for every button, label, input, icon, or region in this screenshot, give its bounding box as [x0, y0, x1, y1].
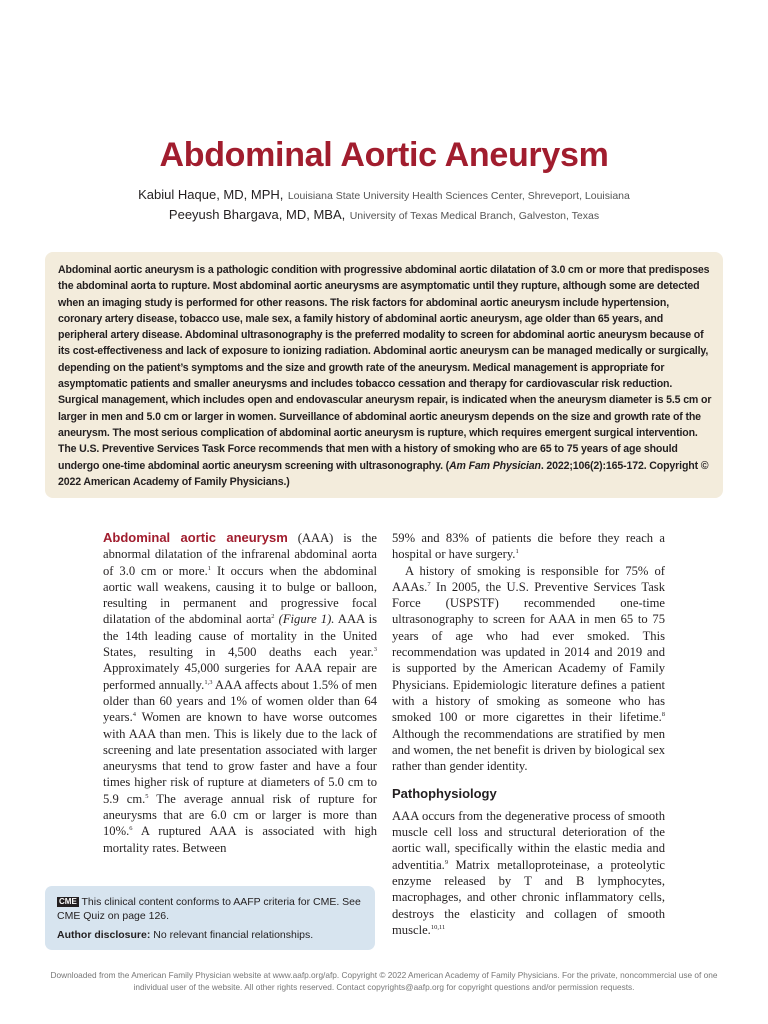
body-text: AAA is the 14th leading cause of mortality in the United States, resulting in 4,500 deaths each year.	[103, 612, 377, 660]
body-text: Although the recommendations are stratified by men and women, the net benefit is driven by biological sex rather than gender identity.	[392, 726, 665, 774]
reference-superscript: 4	[132, 711, 136, 719]
author-name: Kabiul Haque, MD, MPH,	[138, 187, 284, 202]
body-text: A history of smoking is responsible for 75% of AAAs.	[392, 563, 665, 594]
author-disclosure	[57, 928, 365, 942]
reference-superscript: 10,11	[430, 923, 446, 931]
body-text: Women are known to have worse outcomes with AAA than men. This is likely due to the lack of screening and late presentation associated with larger aneurysms that tend to grow faster and have a four times higher risk of rupture at diameters of 5.0 cm to 5.9 cm.	[103, 710, 377, 806]
lead-term: Abdominal aortic aneurysm	[103, 530, 288, 545]
reference-superscript: 8	[661, 711, 665, 719]
body-text: In 2005, the U.S. Preventive Services Task Force (USPSTF) recommended one-time ultrasonography to screen for AAA in men 65 to 75 years of age who had ever smoked. This recommendation was updated in 2014 and 2019 and is supported by the American Academy of Family Physicians. Epidemiologic literature defines a patient with a history of smoking as someone who has smoked 100 or more cigarettes in their lifetime.	[392, 579, 665, 725]
author-line-1	[0, 186, 768, 204]
body-text: The average annual risk of rupture for aneurysms that are 6.0 cm or larger is more than 10%.	[103, 791, 377, 839]
article-title: Abdominal Aortic Aneurysm	[159, 136, 609, 174]
author-affiliation: University of Texas Medical Branch, Galveston, Texas	[349, 210, 600, 222]
cme-text: This clinical content conforms to AAFP criteria for CME. See CME Quiz on page 126.	[57, 896, 361, 922]
pathophysiology-paragraph	[392, 808, 665, 938]
cme-info-box	[45, 886, 375, 950]
body-text: AAA affects about 1.5% of men older than 60 years and 1% of women older than 64 years.	[103, 677, 378, 725]
author-affiliation: Louisiana State University Health Sciences Center, Shreveport, Louisiana	[287, 190, 630, 202]
figure-reference: (Figure 1).	[274, 612, 335, 627]
body-text: Approximately 45,000 surgeries for AAA repair are performed annually.	[103, 661, 377, 692]
intro-paragraph-continued	[392, 530, 665, 563]
cme-badge: CME	[59, 897, 77, 906]
reference-superscript: 1	[207, 564, 212, 572]
body-column-left	[103, 530, 377, 856]
body-text: Matrix metalloproteinase, a proteolytic enzyme released by T and B lymphocytes, macrophages, and other chronic inflammatory cells, destroys the elasticity and collagen of smooth muscle.	[392, 857, 665, 937]
abstract-box	[45, 252, 723, 498]
abstract-journal: Am Fam Physician	[449, 459, 541, 472]
body-text: (AAA) is the abnormal dilatation of the infrarenal abdominal aorta of 3.0 cm or more.	[103, 531, 377, 578]
body-text: 59% and 83% of patients die before they reach a hospital or have surgery.	[392, 531, 665, 562]
intro-paragraph	[103, 530, 377, 856]
disclosure-label: Author disclosure:	[57, 929, 151, 941]
reference-superscript: 5	[145, 792, 149, 800]
reference-superscript: 2	[271, 613, 275, 621]
reference-superscript: 7	[427, 580, 431, 588]
cme-statement	[57, 895, 365, 923]
section-heading: Pathophysiology	[392, 786, 497, 802]
author-name: Peeyush Bhargava, MD, MBA,	[168, 207, 346, 222]
reference-superscript: 6	[129, 825, 133, 833]
smoking-paragraph	[392, 563, 665, 775]
disclosure-text: No relevant financial relationships.	[150, 929, 314, 941]
body-text: AAA occurs from the degenerative process of smooth muscle cell loss and structural deterioration of the aortic wall, specifically within the elastic media and adventitia.	[392, 808, 665, 872]
reference-superscript: 3	[373, 645, 377, 653]
reference-superscript: 1,3	[204, 678, 213, 686]
body-text: A ruptured AAA is associated with high mortality rates. Between	[103, 824, 377, 855]
author-line-2	[0, 206, 768, 224]
page-footer: Downloaded from the American Family Physician website at www.aafp.org/afp. Copyright © 2022 American Academy of Family Physicians. For the private, noncommercial use of one individual user of the website. All other rights reserved. Contact copyrights@aafp.org for copyright questions and/or permission requests.	[50, 970, 718, 992]
body-text: It occurs when the abdominal aortic wall weakens, causing it to bulge or balloon, resulting in permanent and progressive focal dilatation of the abdominal aorta	[103, 563, 377, 627]
reference-superscript: 9	[444, 858, 449, 866]
body-column-right	[392, 530, 665, 938]
abstract-citation: . 2022;106(2):165-172. Copyright © 2022 American Academy of Family Physicians.)	[58, 459, 709, 488]
reference-superscript: 1	[515, 548, 519, 556]
abstract-text: Abdominal aortic aneurysm is a pathologic condition with progressive abdominal aortic dilatation of 3.0 cm or more that predisposes the abdominal aorta to rupture. Most abdominal aortic aneurysms are asymptomatic until they rupture, although some are detected when an imaging study is performed for other reasons. The risk factors for abdominal aortic aneurysm include hypertension, coronary artery disease, tobacco use, male sex, a family history of abdominal aortic aneurysm, age older than 65 years, and peripheral artery disease. Abdominal ultrasonography is the preferred modality to screen for abdominal aortic aneurysm because of its cost-effectiveness and lack of exposure to ionizing radiation. Abdominal aortic aneurysm can be managed medically or surgically, depending on the patient’s symptoms and the size and growth rate of the aneurysm. Medical management is appropriate for asymptomatic patients and smaller aneurysms and includes tobacco cessation and therapy for cardiovascular risk reduction. Surgical management, which includes open and endovascular aneurysm repair, is indicated when the aneurysm diameter is 5.5 cm or larger in men and 5.0 cm or larger in women. Surveillance of abdominal aortic aneurysm depends on the size and growth rate of the aneurysm. The most serious complication of abdominal aortic aneurysm is rupture, which requires emergent surgical intervention. The U.S. Preventive Services Task Force recommends that men with a history of smoking who are 65 to 75 years of age should undergo one-time abdominal aortic aneurysm screening with ultrasonography. (	[58, 264, 712, 472]
